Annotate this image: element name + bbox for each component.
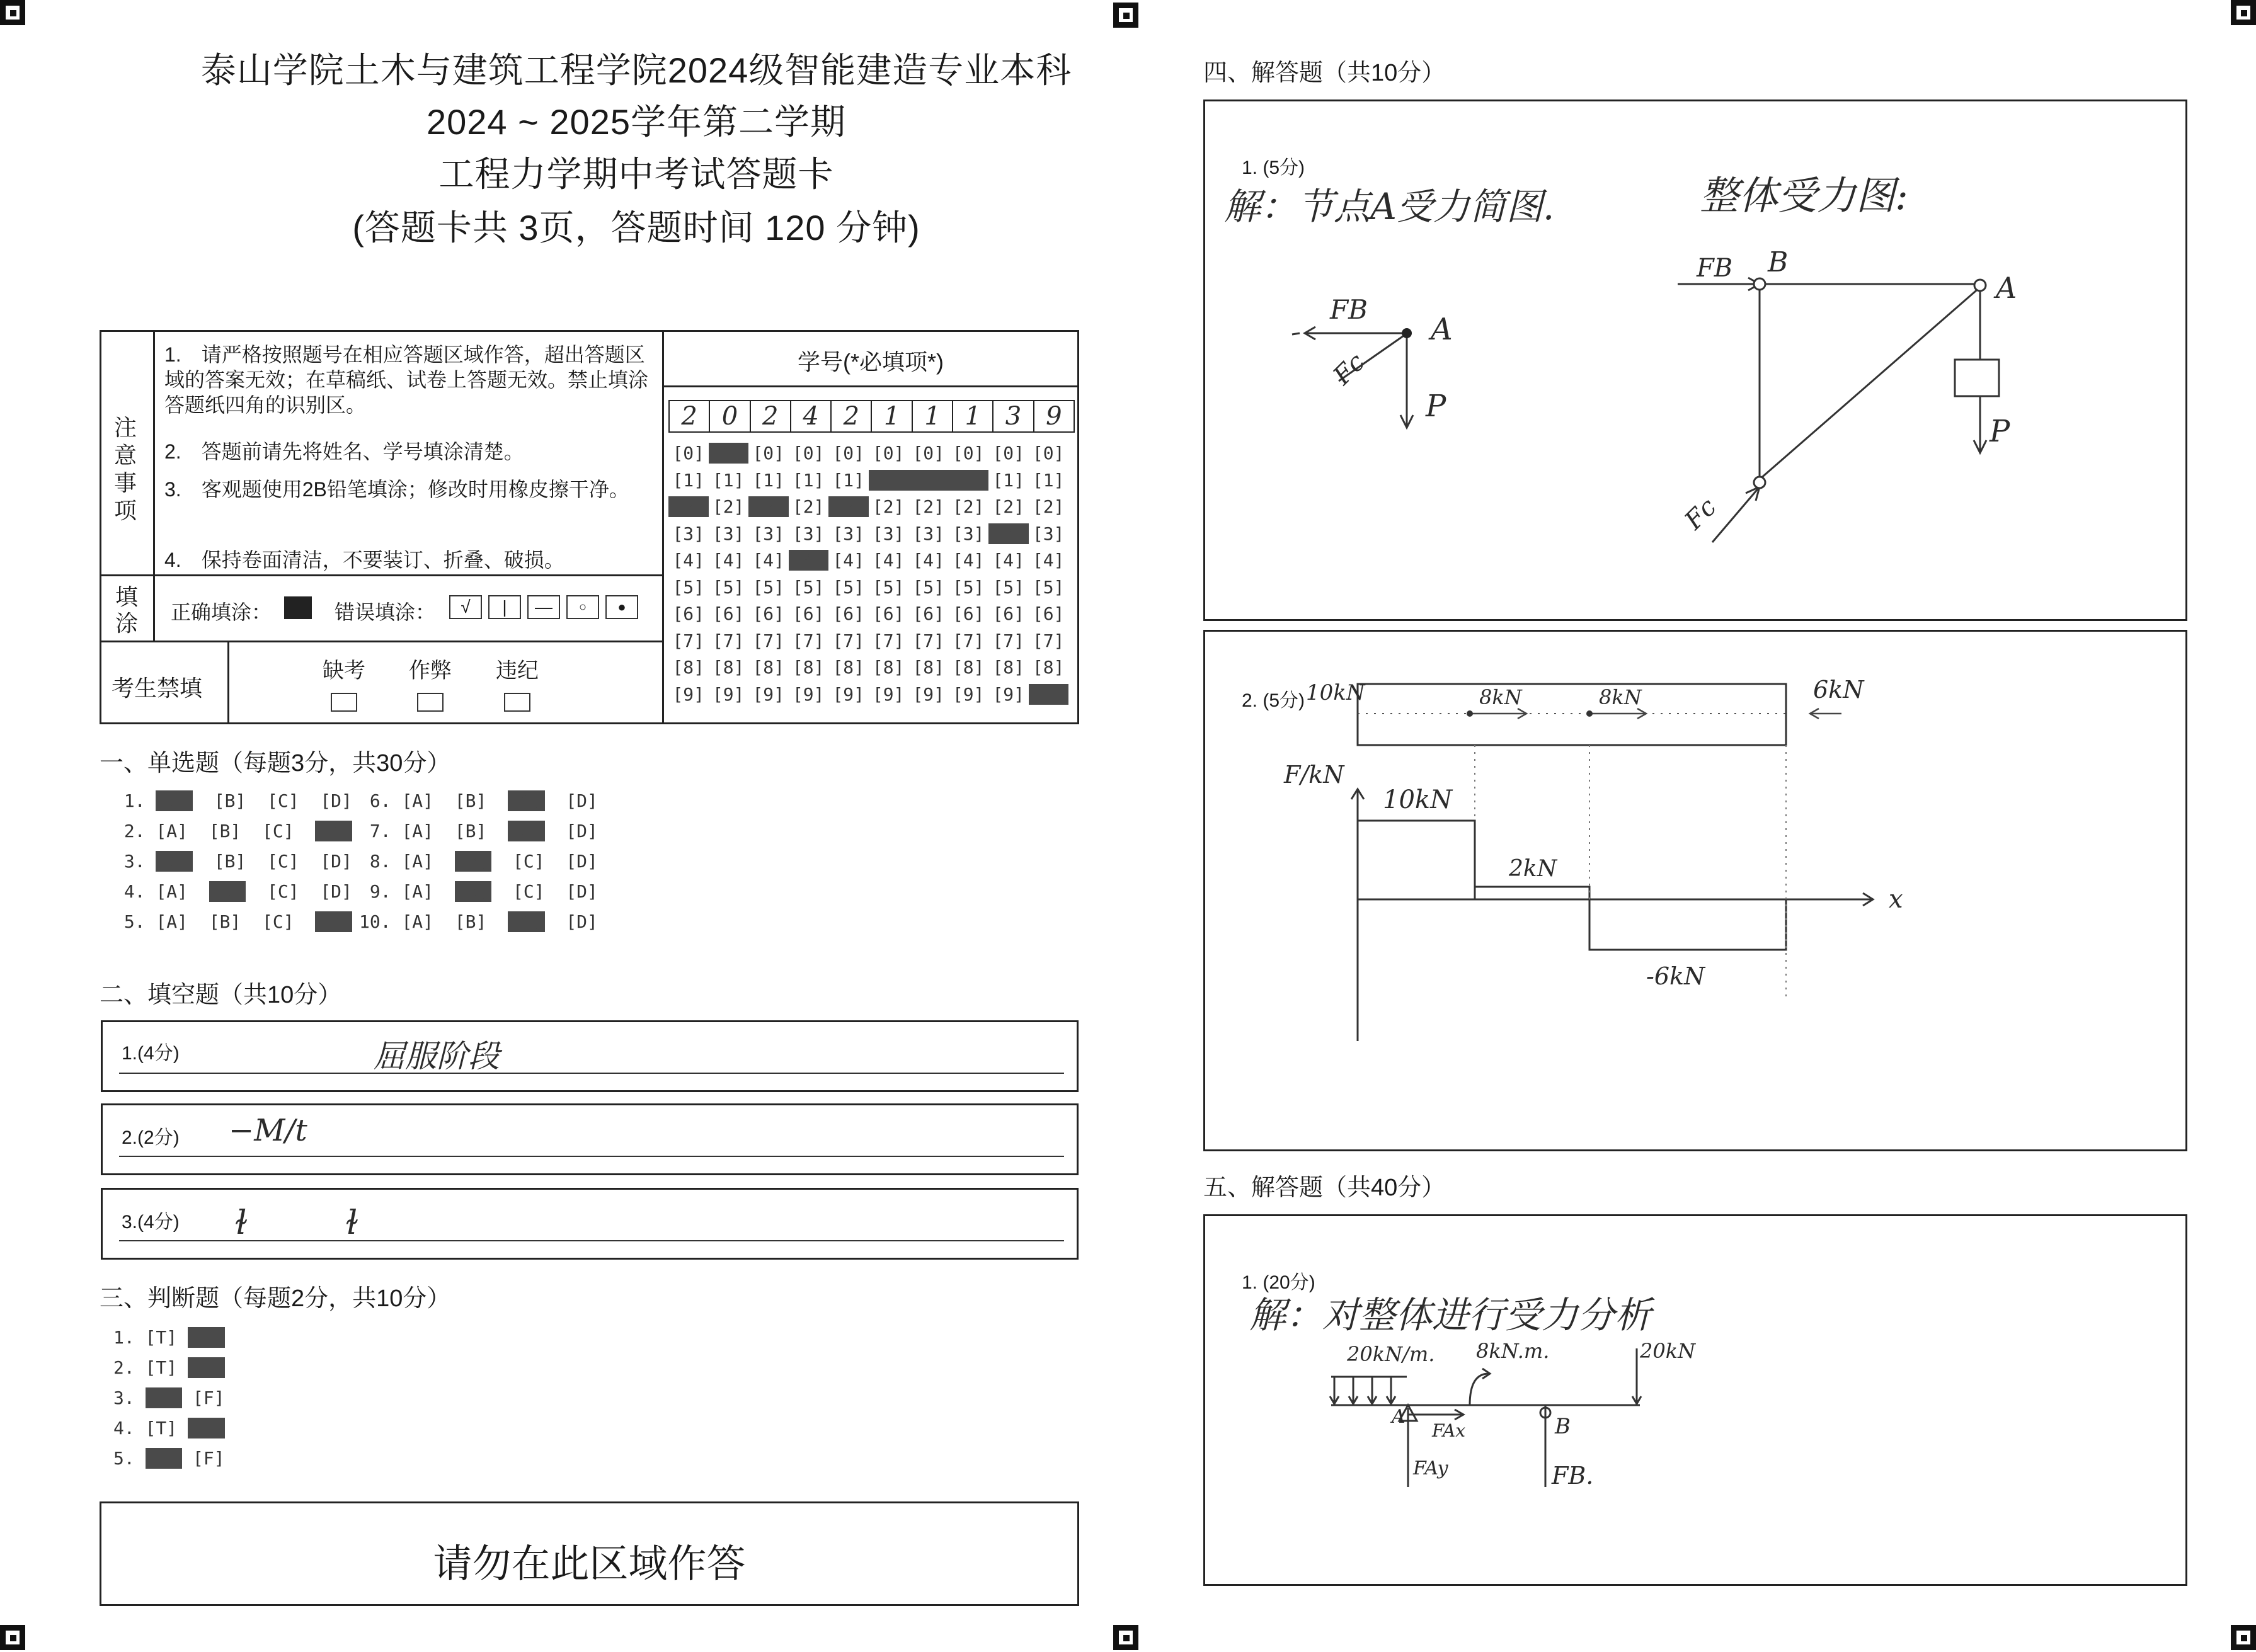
mc-option-bubble[interactable]: [A] bbox=[156, 790, 193, 811]
id-bubble[interactable]: [3] bbox=[952, 523, 985, 544]
id-bubble[interactable]: [0] bbox=[752, 443, 785, 464]
q1-score-label: 1. (5分) bbox=[1242, 157, 1305, 178]
mc-option-bubble[interactable]: [B] bbox=[454, 911, 487, 932]
no-answer-zone-text: 请勿在此区域作答 bbox=[433, 1542, 746, 1586]
mc-option-bubble[interactable]: [C] bbox=[508, 821, 545, 841]
id-digit: 1 bbox=[872, 401, 912, 431]
mc-question-row bbox=[359, 821, 619, 841]
id-bubble[interactable]: [5] bbox=[672, 576, 705, 598]
mc-question-row bbox=[113, 881, 374, 902]
mc-question-number: 8. bbox=[359, 851, 402, 872]
id-bubble[interactable]: [8] bbox=[792, 657, 825, 678]
tf-question-number: 1. bbox=[113, 1327, 146, 1348]
id-bubble[interactable]: [4] bbox=[752, 550, 785, 571]
mc-option-bubble[interactable]: [B] bbox=[214, 851, 246, 872]
id-bubble[interactable]: [0] bbox=[992, 443, 1025, 464]
mc-option-bubble[interactable]: [D] bbox=[315, 911, 352, 932]
id-bubble[interactable]: [6] bbox=[992, 603, 1025, 624]
tf-option-bubble[interactable]: [T] bbox=[145, 1327, 178, 1348]
tf-question-number: 2. bbox=[113, 1357, 146, 1378]
id-bubble[interactable]: [7] bbox=[712, 630, 745, 651]
section3-title: 三、判断题（每题2分，共10分） bbox=[100, 1285, 451, 1312]
mc-option-bubble[interactable]: [D] bbox=[320, 881, 352, 902]
corner-marker-bottom-right bbox=[2231, 1625, 2256, 1650]
id-bubble[interactable]: [7] bbox=[912, 630, 945, 651]
id-bubble[interactable]: [8] bbox=[872, 657, 905, 678]
q2-load-8kn-1: 8kN bbox=[1479, 685, 1522, 709]
q2-axial-force-diagram bbox=[1205, 632, 2185, 1149]
id-digit: 2 bbox=[670, 401, 710, 431]
id-digit: 4 bbox=[791, 401, 832, 431]
id-bubble-row bbox=[668, 496, 1068, 517]
id-bubble[interactable]: [9] bbox=[712, 683, 745, 705]
id-bubble[interactable]: [8] bbox=[952, 657, 985, 678]
mc-question-number: 1. bbox=[113, 790, 156, 811]
tf-question-row bbox=[113, 1357, 235, 1378]
section4-q1-answer-area[interactable] bbox=[1203, 100, 2187, 621]
id-bubble[interactable]: [5] bbox=[1032, 576, 1065, 598]
tf-option-bubble[interactable]: [T] bbox=[145, 1418, 178, 1438]
q2-load-10kn: 10kN bbox=[1306, 680, 1365, 705]
notice-item-2: 2. 答题前请先将姓名、学号填涂清楚。 bbox=[164, 440, 524, 463]
id-bubble[interactable]: [3] bbox=[712, 523, 745, 544]
id-bubble[interactable]: [6] bbox=[792, 603, 825, 624]
id-bubble[interactable]: [4] bbox=[712, 550, 745, 571]
tf-option-bubble[interactable]: [T] bbox=[146, 1387, 183, 1408]
tf-question-number: 4. bbox=[113, 1418, 146, 1438]
id-bubble[interactable]: [6] bbox=[832, 603, 865, 624]
forbid-cheat[interactable]: 作弊 bbox=[405, 653, 455, 712]
mc-option-bubble[interactable]: [D] bbox=[566, 851, 598, 872]
mc-question-number: 10. bbox=[359, 911, 402, 932]
id-bubble[interactable]: [1] bbox=[1032, 469, 1065, 491]
id-bubble-row bbox=[668, 657, 1068, 678]
id-bubble[interactable]: [7] bbox=[1032, 630, 1065, 651]
fill-blank-1-answer: 屈服阶段 bbox=[374, 1038, 500, 1074]
id-bubble[interactable]: [0] bbox=[1032, 443, 1065, 464]
mc-option-bubble[interactable]: [C] bbox=[508, 790, 545, 811]
forbid-violation[interactable]: 违纪 bbox=[492, 653, 542, 712]
id-bubble[interactable]: [2] bbox=[712, 496, 745, 517]
q2-load-6kn: 6kN bbox=[1813, 676, 1864, 704]
id-bubble[interactable]: [3] bbox=[1032, 523, 1065, 544]
q5-label-fay: FAy bbox=[1413, 1457, 1448, 1479]
tf-option-bubble[interactable]: [F] bbox=[193, 1448, 225, 1469]
mc-question-number: 3. bbox=[113, 851, 156, 872]
mc-option-bubble[interactable]: [D] bbox=[320, 790, 352, 811]
section5-q1-answer-area[interactable] bbox=[1203, 1214, 2187, 1586]
mc-option-bubble[interactable]: [C] bbox=[267, 851, 299, 872]
id-bubble[interactable]: [8] bbox=[712, 657, 745, 678]
wrong-mark-check: √ bbox=[449, 595, 482, 619]
q5-label-moment: 8kN.m. bbox=[1476, 1339, 1550, 1363]
mc-option-bubble[interactable]: [B] bbox=[209, 821, 241, 841]
q2-score-label: 2. (5分) bbox=[1242, 690, 1305, 711]
mc-option-bubble[interactable]: [B] bbox=[454, 821, 487, 841]
mc-option-bubble[interactable]: [A] bbox=[401, 881, 434, 902]
mc-question-number: 9. bbox=[359, 881, 402, 902]
tf-option-bubble[interactable]: [T] bbox=[145, 1357, 178, 1378]
id-bubble[interactable]: [5] bbox=[752, 576, 785, 598]
id-digit: 0 bbox=[710, 401, 750, 431]
id-bubble[interactable]: [2] bbox=[668, 496, 709, 517]
id-bubble-row bbox=[668, 603, 1068, 624]
corner-marker-bottom-center bbox=[1113, 1625, 1138, 1650]
id-bubble[interactable]: [6] bbox=[872, 603, 905, 624]
corner-marker-top-right bbox=[2231, 0, 2256, 25]
id-bubble[interactable]: [2] bbox=[748, 496, 789, 517]
id-digit: 2 bbox=[751, 401, 791, 431]
mc-option-bubble[interactable]: [A] bbox=[401, 790, 434, 811]
mc-option-bubble[interactable]: [C] bbox=[262, 911, 294, 932]
q2-axis-x: x bbox=[1889, 885, 1903, 914]
notice-item-3: 3. 客观题使用2B铅笔填涂；修改时用橡皮擦干净。 bbox=[164, 478, 629, 501]
id-bubble[interactable]: [0] bbox=[912, 443, 945, 464]
mc-question-row bbox=[113, 821, 374, 841]
id-bubble[interactable]: [3] bbox=[792, 523, 825, 544]
id-digit: 9 bbox=[1046, 402, 1062, 431]
mc-option-bubble[interactable]: [B] bbox=[209, 911, 241, 932]
section5-title: 五、解答题（共40分） bbox=[1203, 1175, 1446, 1201]
q5-hand-text: 解：对整体进行受力分析 bbox=[1249, 1294, 1652, 1336]
id-bubble[interactable]: [3] bbox=[672, 523, 705, 544]
no-answer-zone bbox=[100, 1501, 1079, 1606]
forbid-absent[interactable]: 缺考 bbox=[319, 653, 369, 712]
q1-label-p: P bbox=[1426, 389, 1446, 424]
q2-value-10kn: 10kN bbox=[1383, 785, 1453, 814]
id-bubble[interactable]: [8] bbox=[832, 657, 865, 678]
id-bubble[interactable]: [1] bbox=[869, 470, 909, 491]
mc-option-bubble[interactable]: [C] bbox=[267, 790, 299, 811]
tf-option-bubble[interactable]: [F] bbox=[188, 1418, 225, 1438]
student-id-digit-boxes[interactable] bbox=[668, 400, 1075, 433]
id-bubble[interactable]: [5] bbox=[952, 576, 985, 598]
mc-question-number: 4. bbox=[113, 881, 156, 902]
id-bubble[interactable]: [2] bbox=[872, 496, 905, 517]
wrong-mark-circle: ○ bbox=[566, 595, 599, 619]
id-bubble[interactable]: [5] bbox=[992, 576, 1025, 598]
mc-option-bubble[interactable]: [A] bbox=[401, 911, 434, 932]
wrong-mark-bar: | bbox=[488, 595, 521, 619]
id-digit: 3 bbox=[993, 401, 1034, 431]
id-bubble[interactable]: [5] bbox=[712, 576, 745, 598]
id-bubble[interactable]: [0] bbox=[832, 443, 865, 464]
id-bubble[interactable]: [2] bbox=[952, 496, 985, 517]
corner-marker-top-center bbox=[1113, 3, 1138, 28]
section1-answers[interactable] bbox=[113, 790, 617, 942]
id-bubble-row bbox=[668, 443, 1068, 464]
section2-title: 二、填空题（共10分） bbox=[100, 982, 342, 1008]
student-id-title: 学号(*必填项*) bbox=[798, 349, 944, 375]
id-bubble[interactable]: [2] bbox=[992, 496, 1025, 517]
info-block bbox=[100, 330, 1079, 724]
id-bubble[interactable]: [4] bbox=[1032, 550, 1065, 571]
q1-label-fb2: FB bbox=[1697, 254, 1733, 283]
id-bubble[interactable]: [9] bbox=[752, 683, 785, 705]
id-bubble[interactable]: [6] bbox=[712, 603, 745, 624]
mc-question-row bbox=[359, 790, 619, 811]
id-bubble[interactable]: [0] bbox=[672, 443, 705, 464]
id-bubble[interactable]: [6] bbox=[672, 603, 705, 624]
corner-marker-bottom-left bbox=[0, 1625, 25, 1650]
id-bubble[interactable]: [6] bbox=[1032, 603, 1065, 624]
mc-option-bubble[interactable]: [B] bbox=[455, 851, 492, 872]
id-bubble-row bbox=[668, 684, 1068, 705]
fill-blank-3[interactable]: 3.(4分) ɫ ɫ bbox=[101, 1188, 1079, 1260]
id-bubble[interactable]: [7] bbox=[752, 630, 785, 651]
mc-question-row bbox=[359, 881, 619, 902]
tf-question-row bbox=[113, 1448, 235, 1469]
id-bubble[interactable]: [7] bbox=[872, 630, 905, 651]
mc-option-bubble[interactable]: [C] bbox=[262, 821, 294, 841]
q1-label-fc2: Fc bbox=[1679, 493, 1722, 536]
id-bubble[interactable]: [4] bbox=[672, 550, 705, 571]
q2-value-neg6kn: -6kN bbox=[1646, 962, 1705, 990]
forbid-label: 考生禁填 bbox=[112, 675, 203, 701]
q1-label-a2: A bbox=[1996, 271, 2017, 305]
mc-option-bubble[interactable]: [D] bbox=[566, 911, 598, 932]
mc-question-number: 6. bbox=[359, 790, 402, 811]
q1-label-p2: P bbox=[1990, 414, 2010, 449]
mc-question-number: 5. bbox=[113, 911, 156, 932]
id-bubble[interactable]: [9] bbox=[872, 683, 905, 705]
notice-side-label: 注意事项 bbox=[114, 414, 137, 523]
id-digit: 1 bbox=[913, 401, 953, 431]
mc-question-row bbox=[113, 911, 374, 932]
mc-option-bubble[interactable]: [B] bbox=[455, 881, 492, 902]
wrong-mark-dot: ● bbox=[605, 595, 638, 619]
mc-option-bubble[interactable]: [D] bbox=[566, 821, 598, 841]
q2-value-2kn: 2kN bbox=[1509, 856, 1557, 882]
tf-question-number: 5. bbox=[113, 1448, 146, 1469]
section1-title: 一、单选题（每题3分，共30分） bbox=[100, 750, 451, 777]
section4-q2-answer-area[interactable] bbox=[1203, 630, 2187, 1151]
id-bubble[interactable]: [4] bbox=[789, 550, 829, 571]
correct-fill-label: 正确填涂： bbox=[171, 601, 272, 624]
id-bubble[interactable]: [1] bbox=[949, 470, 989, 491]
mc-question-row bbox=[113, 790, 374, 811]
id-bubble-row bbox=[668, 470, 1068, 491]
notice-item-1: 1. 请严格按照题号在相应答题区域作答，超出答题区域的答案无效；在草稿纸、试卷上答题无效。禁止填涂答题纸四角的识别区。 bbox=[164, 343, 649, 416]
tf-option-bubble[interactable]: [T] bbox=[146, 1448, 183, 1469]
id-bubble[interactable]: [1] bbox=[672, 469, 705, 491]
q5-label-fax: FAx bbox=[1432, 1420, 1466, 1441]
mc-option-bubble[interactable]: [D] bbox=[315, 821, 352, 841]
id-bubble[interactable]: [8] bbox=[752, 657, 785, 678]
id-bubble[interactable]: [7] bbox=[832, 630, 865, 651]
tf-option-bubble[interactable]: [F] bbox=[193, 1387, 225, 1408]
mc-question-row bbox=[113, 851, 374, 872]
fill-label: 填涂 bbox=[115, 584, 139, 636]
mc-option-bubble[interactable]: [A] bbox=[156, 851, 193, 872]
tf-question-row bbox=[113, 1418, 235, 1438]
id-bubble[interactable]: [3] bbox=[752, 523, 785, 544]
q5-score-label: 1. (20分) bbox=[1242, 1272, 1315, 1293]
id-bubble[interactable]: [9] bbox=[912, 683, 945, 705]
wrong-mark-dash: — bbox=[527, 595, 560, 619]
fill-blank-3-answer: ɫ ɫ bbox=[235, 1204, 358, 1242]
mc-option-bubble[interactable]: [C] bbox=[508, 911, 545, 932]
id-bubble-row bbox=[668, 523, 1068, 544]
id-bubble[interactable]: [1] bbox=[792, 469, 825, 491]
id-bubble[interactable]: [9] bbox=[952, 683, 985, 705]
id-bubble[interactable]: [5] bbox=[792, 576, 825, 598]
id-bubble[interactable]: [1] bbox=[752, 469, 785, 491]
tf-option-bubble[interactable]: [F] bbox=[188, 1357, 225, 1378]
tf-option-bubble[interactable]: [F] bbox=[188, 1327, 225, 1348]
id-bubble[interactable]: [8] bbox=[992, 657, 1025, 678]
id-bubble-row bbox=[668, 630, 1068, 651]
fill-blank-2-answer: −M/t bbox=[229, 1113, 307, 1148]
q1-label-fb: FB bbox=[1330, 294, 1368, 325]
q2-load-8kn-2: 8kN bbox=[1599, 685, 1642, 709]
q1-label-a: A bbox=[1431, 312, 1453, 347]
q1-force-diagrams bbox=[1205, 101, 2185, 619]
mc-option-bubble[interactable]: [A] bbox=[156, 881, 188, 902]
mc-option-bubble[interactable]: [B] bbox=[214, 790, 246, 811]
id-bubble[interactable]: [0] bbox=[792, 443, 825, 464]
tf-question-row bbox=[113, 1387, 235, 1408]
mc-option-bubble[interactable]: [A] bbox=[156, 911, 188, 932]
fill-blank-2[interactable]: 2.(2分) −M/t bbox=[101, 1103, 1079, 1175]
id-bubble[interactable]: [9] bbox=[792, 683, 825, 705]
q5-label-a: A bbox=[1392, 1406, 1406, 1428]
id-bubble[interactable]: [9] bbox=[672, 683, 705, 705]
id-bubble[interactable]: [1] bbox=[712, 469, 745, 491]
wrong-fill-label: 错误填涂： bbox=[335, 601, 436, 624]
id-digit: 2 bbox=[832, 401, 872, 431]
id-bubble[interactable]: [6] bbox=[912, 603, 945, 624]
header-info: (答题卡共 3页，答题时间 120 分钟) bbox=[352, 208, 920, 248]
id-bubble[interactable]: [1] bbox=[832, 469, 865, 491]
id-bubble[interactable]: [3] bbox=[912, 523, 945, 544]
id-bubble[interactable]: [4] bbox=[992, 550, 1025, 571]
q5-label-dist-load: 20kN/m. bbox=[1347, 1342, 1435, 1366]
id-bubble[interactable]: [5] bbox=[912, 576, 945, 598]
id-bubble[interactable]: [8] bbox=[912, 657, 945, 678]
id-bubble[interactable]: [7] bbox=[952, 630, 985, 651]
id-bubble[interactable]: [3] bbox=[988, 523, 1029, 544]
q1-label-b: B bbox=[1768, 246, 1789, 278]
id-bubble[interactable]: [3] bbox=[872, 523, 905, 544]
id-bubble[interactable]: [4] bbox=[872, 550, 905, 571]
mc-question-number: 7. bbox=[359, 821, 402, 841]
q1-hand-joint: 解：节点A受力简图. bbox=[1224, 185, 1555, 228]
q1-label-fc: Fc bbox=[1327, 348, 1371, 391]
id-bubble[interactable]: [5] bbox=[872, 576, 905, 598]
notice-item-4: 4. 保持卷面清洁，不要装订、折叠、破损。 bbox=[164, 549, 564, 571]
q5-label-b: B bbox=[1555, 1414, 1571, 1439]
id-bubble[interactable]: [9] bbox=[1029, 684, 1069, 705]
id-bubble[interactable]: [1] bbox=[908, 470, 949, 491]
id-bubble[interactable]: [3] bbox=[832, 523, 865, 544]
id-bubble[interactable]: [9] bbox=[832, 683, 865, 705]
tf-question-row bbox=[113, 1327, 235, 1348]
mc-option-bubble[interactable]: [C] bbox=[513, 881, 545, 902]
id-bubble[interactable]: [8] bbox=[672, 657, 705, 678]
id-bubble[interactable]: [2] bbox=[912, 496, 945, 517]
header-exam: 工程力学期中考试答题卡 bbox=[438, 154, 834, 194]
q1-hand-whole: 整体受力图: bbox=[1700, 173, 1908, 219]
q5-label-point-load: 20kN bbox=[1640, 1339, 1696, 1363]
id-bubble[interactable]: [6] bbox=[952, 603, 985, 624]
id-bubble[interactable]: [0] bbox=[709, 443, 749, 464]
id-bubble[interactable]: [4] bbox=[952, 550, 985, 571]
mc-option-bubble[interactable]: [D] bbox=[566, 881, 598, 902]
id-bubble[interactable]: [5] bbox=[832, 576, 865, 598]
mc-option-bubble[interactable]: [A] bbox=[156, 821, 188, 841]
id-bubble-row bbox=[668, 550, 1068, 571]
id-bubble[interactable]: [2] bbox=[1032, 496, 1065, 517]
corner-marker-top-left bbox=[0, 0, 25, 25]
mc-option-bubble[interactable]: [D] bbox=[566, 790, 598, 811]
id-bubble[interactable]: [2] bbox=[792, 496, 825, 517]
id-bubble[interactable]: [7] bbox=[672, 630, 705, 651]
tf-question-number: 3. bbox=[113, 1387, 146, 1408]
mc-option-bubble[interactable]: [B] bbox=[209, 881, 246, 902]
id-bubble[interactable]: [2] bbox=[828, 496, 869, 517]
mc-option-bubble[interactable]: [C] bbox=[267, 881, 299, 902]
header-school: 泰山学院土木与建筑工程学院2024级智能建造专业本科 bbox=[200, 50, 1072, 90]
q5-beam-diagram bbox=[1205, 1216, 2185, 1584]
fill-blank-1[interactable]: 1.(4分) 屈服阶段 bbox=[101, 1020, 1079, 1092]
mc-question-number: 2. bbox=[113, 821, 156, 841]
header-term: 2024 ~ 2025学年第二学期 bbox=[427, 102, 846, 142]
mc-question-row bbox=[359, 911, 619, 932]
q2-axis-y: F/kN bbox=[1284, 761, 1344, 789]
id-bubble[interactable]: [9] bbox=[992, 683, 1025, 705]
mc-option-bubble[interactable]: [D] bbox=[320, 851, 352, 872]
id-bubble[interactable]: [0] bbox=[872, 443, 905, 464]
mc-option-bubble[interactable]: [A] bbox=[401, 821, 434, 841]
id-bubble[interactable]: [7] bbox=[992, 630, 1025, 651]
mc-option-bubble[interactable]: [B] bbox=[454, 790, 487, 811]
mc-option-bubble[interactable]: [C] bbox=[513, 851, 545, 872]
mc-option-bubble[interactable]: [A] bbox=[401, 851, 434, 872]
id-bubble-row bbox=[668, 577, 1068, 598]
q5-label-fb: FB. bbox=[1552, 1462, 1594, 1490]
id-bubble[interactable]: [0] bbox=[952, 443, 985, 464]
id-bubble[interactable]: [8] bbox=[1032, 657, 1065, 678]
id-bubble[interactable]: [4] bbox=[832, 550, 865, 571]
mc-question-row bbox=[359, 851, 619, 872]
section4-title: 四、解答题（共10分） bbox=[1203, 60, 1446, 86]
id-digit: 1 bbox=[953, 401, 993, 431]
id-bubble[interactable]: [4] bbox=[912, 550, 945, 571]
id-bubble[interactable]: [1] bbox=[992, 469, 1025, 491]
section3-answers[interactable] bbox=[113, 1327, 302, 1478]
id-bubble[interactable]: [7] bbox=[792, 630, 825, 651]
id-bubble[interactable]: [6] bbox=[752, 603, 785, 624]
correct-fill-sample bbox=[284, 596, 312, 619]
